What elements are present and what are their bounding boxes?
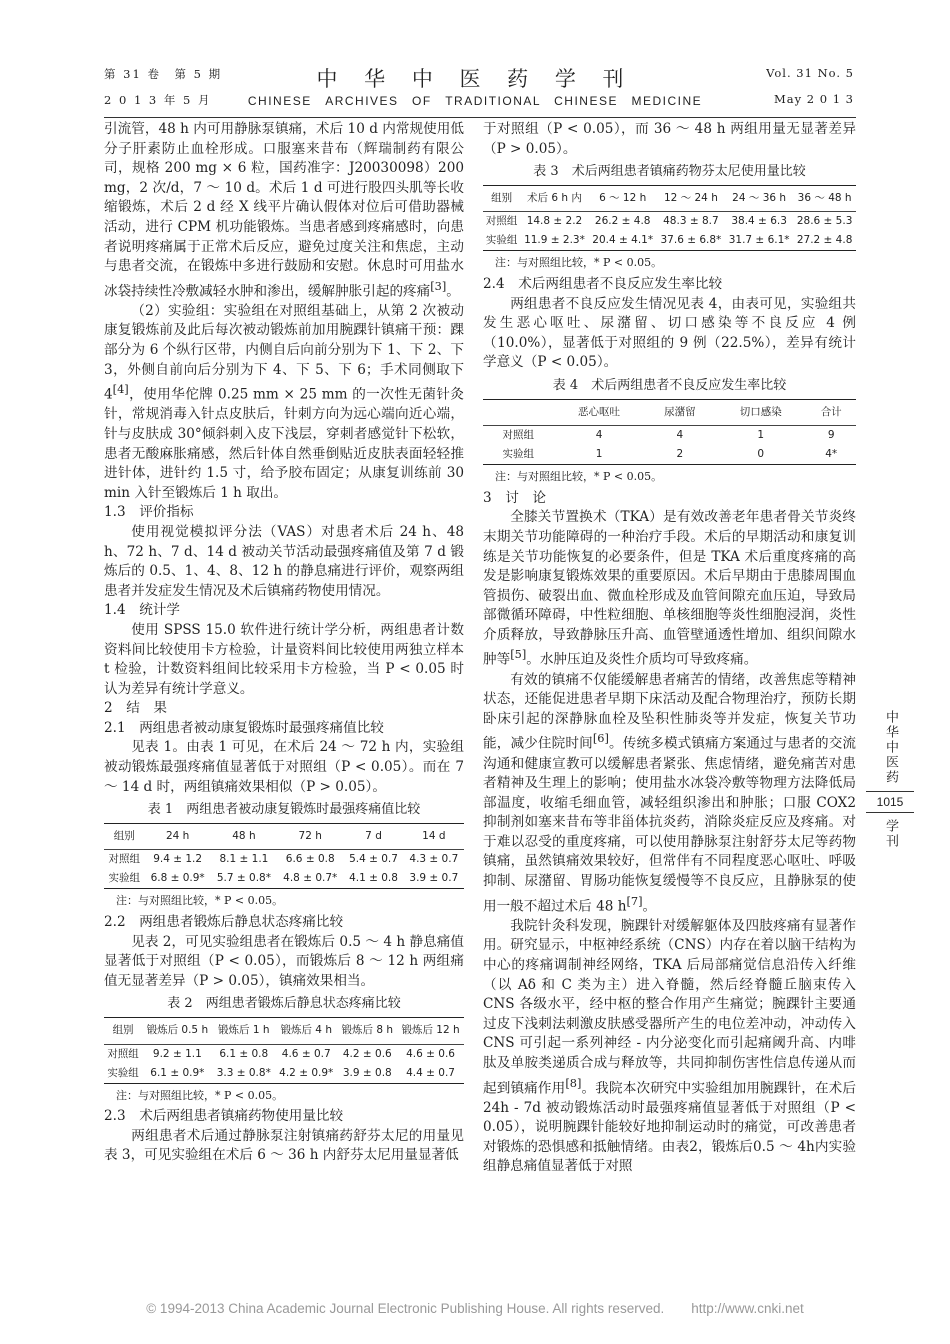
paragraph: 使用视觉模拟评分法（VAS）对患者术后 24 h、48 h、72 h、7 d、14 d 被动关节活动最强疼痛值及第 7 d 锻炼后的 0.5、1、4、8、12 h 的静息痛进行评价，观察两组患者并发症发生情况及术后镇痛药物使用情况。 xyxy=(104,523,464,599)
table-header-row: 组别 24 h 48 h 72 h 7 d 14 d xyxy=(104,823,464,850)
table-row: 实验组 6.8 ± 0.9* 5.7 ± 0.8* 4.8 ± 0.7* 4.1 ± 0.8 3.9 ± 0.7 xyxy=(108,872,459,885)
paragraph: 我院针灸科发现，腕踝针对缓解躯体及四肢疼痛有显著作用。研究显示，中枢神经系统（CNS）内存在着以脑干结构为中心的疼痛调制神经网络，TKA 后局部痛觉信息沿传入纤维（以 Aδ 和 C 类为主）进入脊髓，然后经脊髓丘脑束传入 CNS 各级水平，经中枢的整合作用产生痛觉；腕踝针主要通过皮下浅刺法刺激皮肤感受器所产生的电位差冲动，冲动传入 CNS 可引起一系列神经 - 内分泌变化而引起痛阈升高、内啡肽及单胺类递质合成与释放等，共同抑制伤害性信息传递从而起到镇痛作用[8]。我院本次研究中实验组加用腕踝针，在术后 24h - 7d 被动锻炼活动时最强疼痛值显著低于对照组（P < 0.05），说明腕踝针能较好地抑制运动时的痛觉，可改善患者对锻炼的恐惧感和抵触情绪。由表2，锻炼后0.5 ～ 4h内实验组静息痛值显著低于对照 xyxy=(483,917,856,1175)
table-header-row: 组别 术后 6 h 内 6 ～ 12 h 12 ～ 24 h 24 ～ 36 h 36 ～ 48 h xyxy=(483,185,856,212)
paragraph: 有效的镇痛不仅能缓解患者痛苦的情绪，改善焦虑等精神状态，还能促进患者早期下床活动及配合物理治疗，预防长期卧床引起的深静脉血栓及坠积性肺炎等并发症，恢复关节功能，减少住院时间[6]。传统多模式镇痛方案通过与患者的交流沟通和健康宣教可以缓解患者紧张、焦虑情绪，避免痛苦对患者精神及生理上的影响；使用盐水冰袋冷敷等物理方法降低局部温度，收缩毛细血管，减轻组织渗出和肿胀；口服 COX2 抑制剂如塞来昔布等非甾体抗炎药，消除炎症反应及疼痛。对于难以忍受的重度疼痛，可以使用静脉泵注射舒芬太尼等药物镇痛，虽然镇痛效果较好，但常伴有不同程度恶心呕吐、呼吸抑制、尿潴留、胃肠功能恢复缓慢等不良反应，且静脉泵的使用一般不超过术后 48 h[7]。 xyxy=(483,671,857,915)
table-note: 注：与对照组比较，* P < 0.05。 xyxy=(116,894,284,908)
table-caption: 表 3 术后两组患者镇痛药物芬太尼使用量比较 xyxy=(533,164,806,180)
date-cn: 2 0 1 3 年 5 月 xyxy=(104,93,212,107)
table-3 xyxy=(483,185,856,252)
table-4 xyxy=(483,399,856,466)
table-row: 实验组 1 2 0 4* xyxy=(502,448,838,461)
citation[interactable]: [5] xyxy=(510,647,527,662)
paragraph: 使用 SPSS 15.0 软件进行统计学分析，两组患者计数资料间比较使用卡方检验，计量资料间比较使用两独立样本 t 检验，计数资料组间比较采用卡方检验，当 P < 0.05 时认为差异有统计学意义。 xyxy=(104,621,464,697)
table-row: 实验组 6.1 ± 0.9* 3.3 ± 0.8* 4.2 ± 0.9* 3.9 ± 0.8 4.4 ± 0.7 xyxy=(107,1066,455,1079)
paragraph: 引流管，48 h 内可用静脉泵镇痛，术后 10 d 内常规使用低分子肝素防止血栓形成。口服塞来昔布（辉瑞制药有限公司，规格 200 mg × 6 粒，国药准字：J20030098）200 mg，2 次/d，7 ～ 10 d。术后 1 d 可进行股四头肌等长收缩锻炼，术后 2 d 经 X 线平片确认假体对位后可借助器械活动，进行 CPM 机功能锻炼。当患者感到疼痛感时，向患者说明疼痛属于正常术后反应，避免过度关注和焦虑，主动与患者交流，在锻炼中多进行鼓励和安慰。休息时可用盐水冰袋持续性冷敷减轻水肿和渗出，缓解肿胀引起的疼痛[3]。 xyxy=(104,121,464,300)
paragraph: 两组患者不良反应发生情况见表 4，由表可见，实验组共发生恶心呕吐、尿潴留、切口感染等不良反应 4 例（10.0%），显著低于对照组的 9 例（22.5%），差异有统计学意义（P < 0.05）。 xyxy=(483,295,856,371)
table-header-row: 组别 锻炼后 0.5 h 锻炼后 1 h 锻炼后 4 h 锻炼后 8 h 锻炼后 12 h xyxy=(104,1018,464,1045)
page-header xyxy=(0,60,950,120)
table-2 xyxy=(104,1017,464,1084)
volume-cn: 第 31 卷 第 5 期 xyxy=(104,67,223,81)
copyright-footer: © 1994-2013 China Academic Journal Electronic Publishing House. All rights reserved. http://www.cnki.net xyxy=(146,1301,804,1316)
section-heading: 3 讨 论 xyxy=(483,489,547,506)
paragraph: 全膝关节置换术（TKA）是有效改善老年患者骨关节炎终末期关节功能障碍的一种治疗手段。术后的早期活动和康复训练是关节功能恢复的必要条件，但是 TKA 术后重度疼痛的高发是影响康复锻炼效果的重要原因。术后早期由于患膝周围血管损伤、破裂出血、微血栓形成及血管间隙充血压迫，导致局部微循环障碍，中性粒细胞、单核细胞等炎性细胞浸润，炎性介质释放，导致静脉压升高、血管壁通透性增加、组织间隙水肿等[5]。水肿压迫及炎性介质均可导致疼痛。 xyxy=(483,509,856,668)
table-row: 对照组 4 4 1 9 xyxy=(502,429,835,442)
citation[interactable]: [4] xyxy=(112,382,129,397)
section-heading: 1.4 统计学 xyxy=(104,602,180,619)
table-row: 对照组 9.4 ± 1.2 8.1 ± 1.1 6.6 ± 0.8 5.4 ± 0.7 4.3 ± 0.7 xyxy=(108,853,459,866)
table-caption: 表 2 两组患者锻炼后静息状态疼痛比较 xyxy=(167,996,401,1012)
citation[interactable]: [6] xyxy=(592,731,609,746)
table-row: 实验组 11.9 ± 2.3* 20.4 ± 4.1* 37.6 ± 6.8* 31.7 ± 6.1* 27.2 ± 4.8 xyxy=(485,234,853,247)
paragraph: （2）实验组：实验组在对照组基础上，从第 2 次被动康复锻炼前及此后每次被动锻炼前加用腕踝针镇痛干预：踝部分为 6 个纵行区带，内侧自后向前分别为下 1、下 2、下 3，外侧自前向后分别为下 4、下 5、下 6；手术同侧取下 4[4]，使用华佗牌 0.25 mm × 25 mm 的一次性无菌针灸针，常规消毒入针点皮肤后，针刺方向为远心端向近心端，针与皮肤成 30°倾斜刺入皮下浅层，穿刺者感觉针下松软，患者无酸麻胀痛感，然后针体自然垂倒贴近皮肤表面轻轻推进针体，进针约 1.5 寸，给予胶布固定；从康复训练前 30 min 入针至锻炼后 1 h 取出。 xyxy=(104,302,464,501)
table-note: 注：与对照组比较，* P < 0.05。 xyxy=(495,470,663,484)
volume-en: Vol. 31 No. 5 xyxy=(766,66,854,80)
table-caption: 表 1 两组患者被动康复锻炼时最强疼痛值比较 xyxy=(147,802,421,818)
table-caption: 表 4 术后两组患者不良反应发生率比较 xyxy=(552,377,787,393)
paragraph: 于对照组（P < 0.05），而 36 ～ 48 h 两组用量无显著差异（P > 0.05）。 xyxy=(483,121,856,157)
left-column xyxy=(104,120,464,1166)
table-1 xyxy=(104,823,464,890)
table-row: 对照组 14.8 ± 2.2 26.2 ± 4.8 48.3 ± 8.7 38.4 ± 6.3 28.6 ± 5.3 xyxy=(485,215,853,228)
table-header-row: 恶心呕吐 尿潴留 切口感染 合计 xyxy=(483,399,856,426)
table-note: 注：与对照组比较，* P < 0.05。 xyxy=(116,1088,284,1102)
section-heading: 1.3 评价指标 xyxy=(104,504,194,521)
section-heading: 2.1 两组患者被动康复锻炼时最强疼痛值比较 xyxy=(104,719,384,736)
section-heading: 2.4 术后两组患者不良反应发生率比较 xyxy=(483,275,723,292)
citation[interactable]: [7] xyxy=(626,893,643,908)
table-note: 注：与对照组比较，* P < 0.05。 xyxy=(495,256,663,270)
journal-sidebar xyxy=(872,710,908,849)
header-rule xyxy=(104,117,856,118)
date-en: May 2 0 1 3 xyxy=(773,92,854,106)
sidebar-journal-suffix: 学刊 xyxy=(883,819,898,849)
citation[interactable]: [8] xyxy=(565,1075,582,1090)
right-column xyxy=(483,120,856,1177)
journal-title-en: CHINESE ARCHIVES OF TRADITIONAL CHINESE MEDICINE xyxy=(247,94,703,108)
section-heading: 2.3 术后两组患者镇痛药物使用量比较 xyxy=(104,1108,344,1125)
sidebar-journal-name: 中华中医药 xyxy=(883,710,898,785)
citation[interactable]: [3] xyxy=(430,278,447,293)
paragraph: 两组患者术后通过静脉泵注射镇痛药舒芬太尼的用量见表 3，可见实验组在术后 6 ～ 36 h 内舒芬太尼用量显著低 xyxy=(104,1127,464,1164)
journal-title-cn: 中 华 中 医 药 学 刊 xyxy=(316,67,634,91)
page-number: 1015 xyxy=(866,791,914,813)
table-row: 对照组 9.2 ± 1.1 6.1 ± 0.8 4.6 ± 0.7 4.2 ± 0.6 4.6 ± 0.6 xyxy=(107,1047,455,1060)
section-heading: 2.2 两组患者锻炼后静息状态疼痛比较 xyxy=(104,914,344,931)
section-heading: 2 结 果 xyxy=(104,700,168,717)
paragraph: 见表 1。由表 1 可见，在术后 24 ～ 72 h 内，实验组被动锻炼最强疼痛值显著低于对照组（P < 0.05）。而在 7 ～ 14 d 时，两组镇痛效果相似（P > 0.05）。 xyxy=(104,739,464,795)
paragraph: 见表 2，可见实验组患者在锻炼后 0.5 ～ 4 h 静息痛值显著低于对照组（P < 0.05），而锻炼后 8 ～ 12 h 两组痛值无显著差异（P > 0.05），镇痛效果相当。 xyxy=(104,933,464,989)
